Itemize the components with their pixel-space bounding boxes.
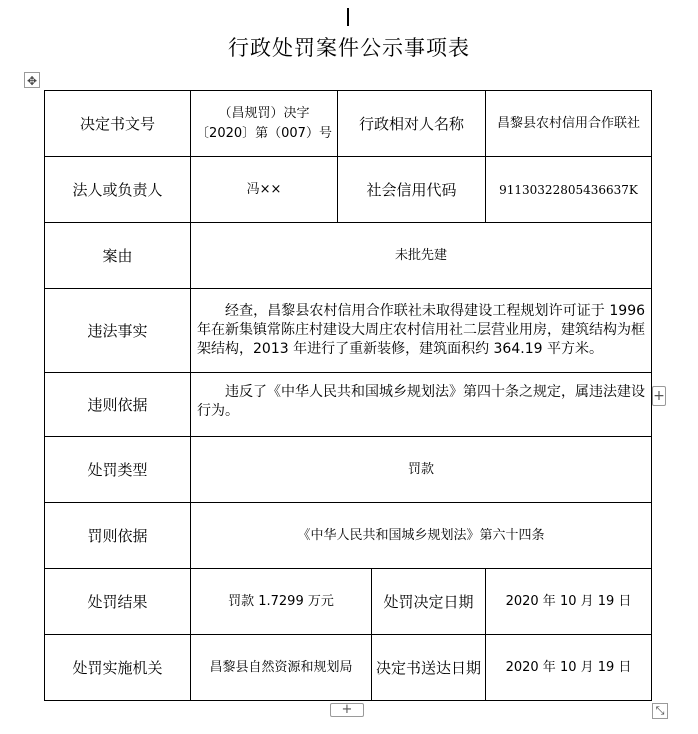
penalty-result-value[interactable]: 罚款 1.7299 万元 xyxy=(191,569,372,635)
table-move-handle[interactable] xyxy=(24,72,40,88)
table-row xyxy=(45,437,652,503)
credit-code-label: 社会信用代码 xyxy=(338,157,486,223)
penalty-table xyxy=(44,90,652,701)
add-column-button[interactable] xyxy=(652,386,666,406)
credit-code-value[interactable]: 91130322805436637K xyxy=(486,157,652,223)
penalty-basis-label: 罚则依据 xyxy=(45,503,191,569)
enforcement-agency-value[interactable]: 昌黎县自然资源和规划局 xyxy=(191,635,372,701)
violation-facts-cell[interactable] xyxy=(191,289,652,373)
violation-basis-label: 违则依据 xyxy=(45,373,191,437)
violation-facts-value: 经查，昌黎县农村信用合作联社未取得建设工程规划许可证于 1996 年在新集镇常陈庄村建设大周庄农村信用社二层营业用房，建筑结构为框架结构，2013 年进行了重新装修，建筑面积约 364.19 平方米。 xyxy=(197,303,646,357)
add-row-button[interactable] xyxy=(330,703,364,717)
violation-facts-label: 违法事实 xyxy=(45,289,191,373)
delivery-date-value[interactable]: 2020 年 10 月 19 日 xyxy=(486,635,652,701)
violation-basis-cell[interactable] xyxy=(191,373,652,437)
legal-person-value[interactable]: 冯×× xyxy=(191,157,338,223)
case-cause-label: 案由 xyxy=(45,223,191,289)
document-title: 行政处罚案件公示事项表 xyxy=(228,36,470,60)
decision-number-value[interactable]: （昌规罚）决字〔2020〕第（007）号 xyxy=(191,91,338,157)
table-row xyxy=(45,223,652,289)
party-name-value[interactable]: 昌黎县农村信用合作联社 xyxy=(486,91,652,157)
decision-number-label: 决定书文号 xyxy=(45,91,191,157)
penalty-type-value[interactable]: 罚款 xyxy=(191,437,652,503)
decision-date-label: 处罚决定日期 xyxy=(372,569,486,635)
violation-basis-value: 违反了《中华人民共和国城乡规划法》第四十条之规定，属违法建设行为。 xyxy=(197,384,646,419)
case-cause-value[interactable]: 未批先建 xyxy=(191,223,652,289)
plus-icon: + xyxy=(341,702,353,717)
text-cursor xyxy=(347,8,349,26)
decision-date-value[interactable]: 2020 年 10 月 19 日 xyxy=(486,569,652,635)
table-row xyxy=(45,503,652,569)
move-icon: ✥ xyxy=(26,74,38,88)
table-row xyxy=(45,289,652,373)
enforcement-agency-label: 处罚实施机关 xyxy=(45,635,191,701)
penalty-type-label: 处罚类型 xyxy=(45,437,191,503)
table-row xyxy=(45,91,652,157)
resize-icon: ⤡ xyxy=(655,704,665,717)
legal-person-label: 法人或负责人 xyxy=(45,157,191,223)
table-row xyxy=(45,569,652,635)
table-row xyxy=(45,635,652,701)
penalty-basis-value[interactable]: 《中华人民共和国城乡规划法》第六十四条 xyxy=(191,503,652,569)
table-resize-handle[interactable] xyxy=(652,703,668,719)
penalty-result-label: 处罚结果 xyxy=(45,569,191,635)
delivery-date-label: 决定书送达日期 xyxy=(372,635,486,701)
table-row xyxy=(45,373,652,437)
party-name-label: 行政相对人名称 xyxy=(338,91,486,157)
plus-icon: + xyxy=(653,388,665,404)
table-row xyxy=(45,157,652,223)
